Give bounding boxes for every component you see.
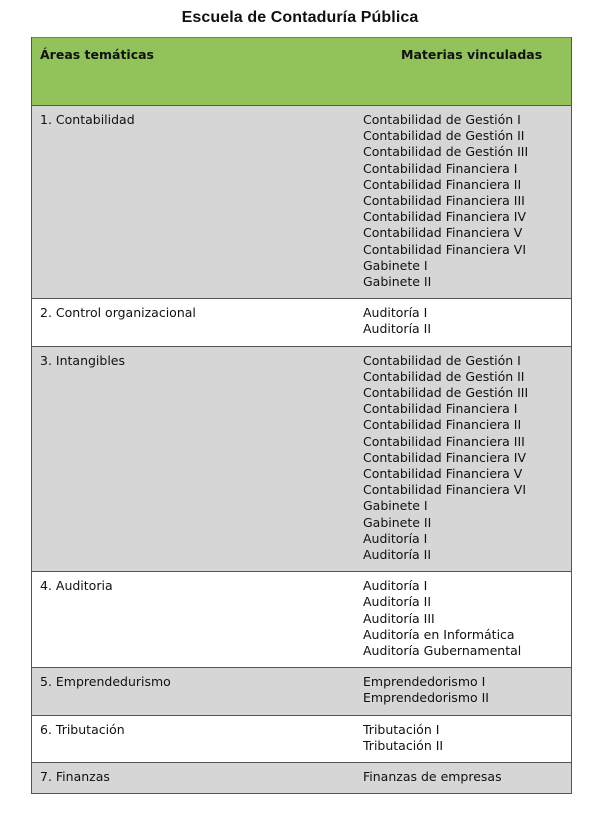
- subject-item: Finanzas de empresas: [363, 768, 502, 784]
- subject-item: Contabilidad Financiera V: [363, 466, 523, 481]
- area-label: 1. Contabilidad: [40, 112, 135, 127]
- subject-item: Auditoría I: [363, 578, 428, 594]
- subject-item: Gabinete II: [363, 274, 432, 290]
- subject-item: Contabilidad de Gestión I: [363, 352, 521, 368]
- subject-item: Contabilidad Financiera II: [363, 417, 522, 433]
- subject-item: Gabinete II: [363, 514, 432, 530]
- subject-item: Gabinete I: [363, 498, 428, 514]
- subject-item: Contabilidad de Gestión I: [363, 112, 521, 127]
- subject-list: [363, 305, 431, 337]
- table-row: [32, 668, 571, 715]
- subject-item: Emprendedorismo I: [363, 674, 486, 690]
- subject-item: Contabilidad Financiera IV: [363, 209, 527, 225]
- subject-item: Auditoría en Informática: [363, 626, 515, 642]
- header-areas: Áreas temáticas: [40, 47, 155, 62]
- area-label: 3. Intangibles: [40, 352, 126, 368]
- table-header: [32, 37, 571, 106]
- subject-item: Contabilidad Financiera VI: [363, 482, 527, 498]
- subject-item: Tributación I: [363, 721, 440, 737]
- subject-list: [363, 112, 528, 290]
- subject-item: Contabilidad Financiera III: [363, 193, 525, 209]
- subject-list: [363, 674, 489, 706]
- subject-item: Auditoría III: [363, 610, 435, 626]
- subject-list: [363, 769, 502, 785]
- subject-item: Contabilidad Financiera I: [363, 160, 518, 176]
- subject-item: Contabilidad Financiera IV: [363, 449, 527, 465]
- subject-item: Contabilidad Financiera V: [363, 225, 523, 241]
- area-label: 6. Tributación: [40, 721, 125, 737]
- subject-item: Contabilidad de Gestión II: [363, 368, 525, 384]
- table-row: [32, 106, 571, 299]
- table-row: [32, 299, 571, 346]
- area-label: 4. Auditoria: [40, 578, 113, 594]
- page-title: Escuela de Contaduría Pública: [181, 9, 419, 26]
- subject-item: Contabilidad Financiera II: [363, 176, 522, 192]
- subject-item: Auditoría I: [363, 305, 428, 321]
- table-body: [32, 106, 571, 793]
- subject-list: [363, 578, 521, 659]
- subject-item: Emprendedorismo II: [363, 690, 489, 706]
- subject-item: Contabilidad Financiera III: [363, 433, 525, 449]
- subject-item: Contabilidad de Gestión II: [363, 128, 525, 144]
- subject-list: [363, 722, 443, 754]
- table-row: [32, 716, 571, 763]
- subject-item: Auditoría Gubernamental: [363, 642, 522, 658]
- subject-item: Contabilidad Financiera VI: [363, 241, 527, 257]
- subject-item: Contabilidad Financiera I: [363, 401, 518, 417]
- subject-item: Contabilidad de Gestión III: [363, 144, 529, 160]
- subject-list: [363, 353, 528, 564]
- header-subjects: Materias vinculadas: [401, 47, 543, 62]
- table-row: [32, 572, 571, 668]
- subjects-table: [31, 37, 572, 794]
- table-row: [32, 347, 571, 573]
- subject-item: Auditoría II: [363, 547, 432, 563]
- subject-item: Gabinete I: [363, 257, 428, 273]
- area-label: 5. Emprendedurismo: [40, 674, 171, 690]
- subject-item: Tributación II: [363, 737, 444, 753]
- subject-item: Contabilidad de Gestión III: [363, 384, 529, 400]
- subject-item: Auditoría II: [363, 594, 432, 610]
- table-row: [32, 763, 571, 793]
- subject-item: Auditoría I: [363, 530, 428, 546]
- area-label: 7. Finanzas: [40, 768, 110, 784]
- area-label: 2. Control organizacional: [40, 305, 196, 321]
- subject-item: Auditoría II: [363, 321, 432, 337]
